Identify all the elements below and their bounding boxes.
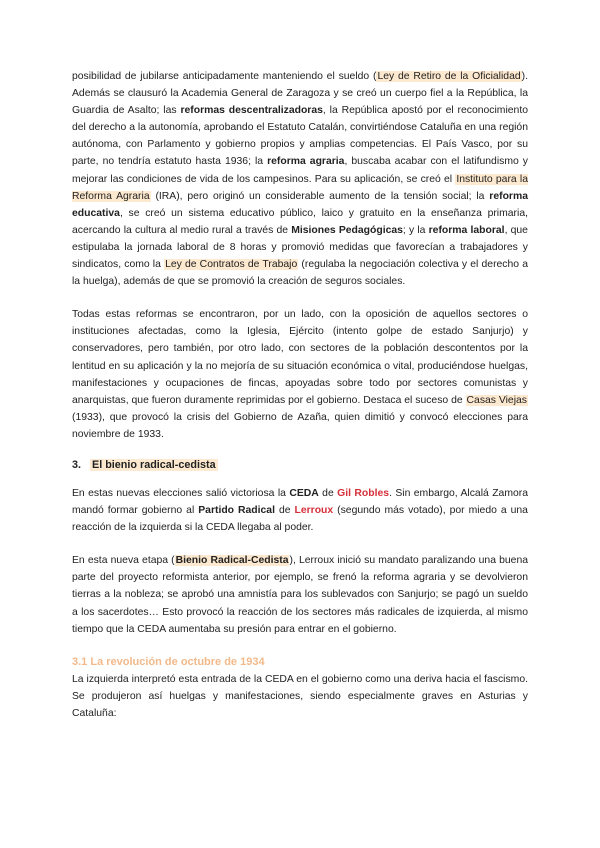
bold-reforma-laboral: reforma laboral <box>428 224 505 236</box>
red-lerroux: Lerroux <box>294 505 334 517</box>
paragraph-elections: En estas nuevas elecciones salió victoriosa la CEDA de Gil Robles. Sin embargo, Alcalá Zamora mandó formar gobierno al Partido Radical de Lerroux (segundo más votado), por miedo a una reacción de la izquierda si la CEDA llegaba al poder. <box>72 487 529 534</box>
bold-ceda: CEDA <box>289 487 319 499</box>
highlight-bienio-radical-cedista: Bienio Radical-Cedista <box>175 555 289 567</box>
paragraph-left-reaction: La izquierda interpretó esta entrada de la CEDA en el gobierno como una deriva hacia el fascismo. Se produjeron así huelgas y manifestaciones, siendo especialmente graves en Asturias y Cataluña: <box>72 673 528 719</box>
bold-reformas-descentralizadoras: reformas descentralizadoras <box>180 105 323 117</box>
paragraph-new-stage: En esta nueva etapa (Bienio Radical-Cedista), Lerroux inició su mandato paralizando una buena parte del proyecto reformista anterior, por ejemplo, se frenó la reforma agraria y se devolvieron tierras a la nobleza; se aprobó una amnistía para los sublevados con Sanjurjo; se pagó un sueldo a los sacerdotes… Esto provocó la reacción de los sectores más radicales de izquierda, al mismo tiempo que la CEDA aumentaba su presión para entrar en el gobierno. <box>72 555 528 635</box>
section-title: El bienio radical-cedista <box>92 458 216 471</box>
highlight-ley-retiro: Ley de Retiro de la Oficialidad <box>377 71 521 82</box>
subsection-heading-revolucion: 3.1 La revolución de octubre de 1934 <box>72 655 265 668</box>
document-page <box>72 68 528 722</box>
highlight-casas-viejas: Casas Viejas <box>466 394 527 406</box>
bold-partido-radical: Partido Radical <box>198 505 275 517</box>
bold-reforma-educativa: reforma educativa <box>72 190 528 219</box>
paragraph-opposition: Todas estas reformas se encontraron, por un lado, con la oposición de aquellos sectores o instituciones afectadas, como la Iglesia, Ejército (intento golpe de estado Sanjurjo) y conservadores, pero también, por otro lado, con sectores de la población descontentos por la lentitud en su aplicación y la no mejoría de su situación económica o vital, produciéndose huelgas, manifestaciones y ocupaciones de fincas, apoyadas sobre todo por sectores comunistas y anarquistas, que fueron duramente reprimidas por el gobierno. Destaca el suceso de Casas Viejas (1933), que provocó la crisis del Gobierno de Azaña, quien dimitió y convocó elecciones para noviembre de 1933. <box>72 309 528 440</box>
bold-misiones-pedagogicas: Misiones Pedagógicas <box>291 224 403 236</box>
paragraph-reforms: posibilidad de jubilarse anticipadamente manteniendo el sueldo (Ley de Retiro de la Oficialidad). Además se clausuró la Academia General de Zaragoza y se creó un cuerpo fiel a la República, la Guardia de Asalto; las reformas descentralizadoras, la República apostó por el reconocimiento del derecho a la autonomía, aprobando el Estatuto Catalán, convirtiéndose Cataluña en una región autónoma, con Parlamento y gobierno propios y amplias competencias. El País Vasco, por su parte, no tendría estatuto hasta 1936; la reforma agraria, buscaba acabar con el latifundismo y mejorar las condiciones de vida de los campesinos. Para su aplicación, se creó el Instituto para la Reforma Agraria (IRA), pero originó un considerable aumento de la tensión social; la reforma educativa, se creó un sistema educativo público, laico y gratuito en la enseñanza primaria, acercando la cultura al medio rural a través de Misiones Pedagógicas; y la reforma laboral, que estipulaba la jornada laboral de 8 horas y promovió medidas que favorecían a trabajadores y sindicatos, como la Ley de Contratos de Trabajo (regulaba la negociación colectiva y el derecho a la huelga), además de que se promovió la creación de seguros sociales. <box>72 71 528 288</box>
section-number: 3. <box>72 458 82 471</box>
highlight-ira: Instituto para la Reforma Agraria <box>72 173 528 202</box>
highlight-ley-contratos: Ley de Contratos de Trabajo <box>165 259 298 271</box>
section-heading-bienio <box>72 459 528 471</box>
bold-reforma-agraria: reforma agraria <box>267 156 345 168</box>
red-gil-robles: Gil Robles <box>337 487 390 499</box>
